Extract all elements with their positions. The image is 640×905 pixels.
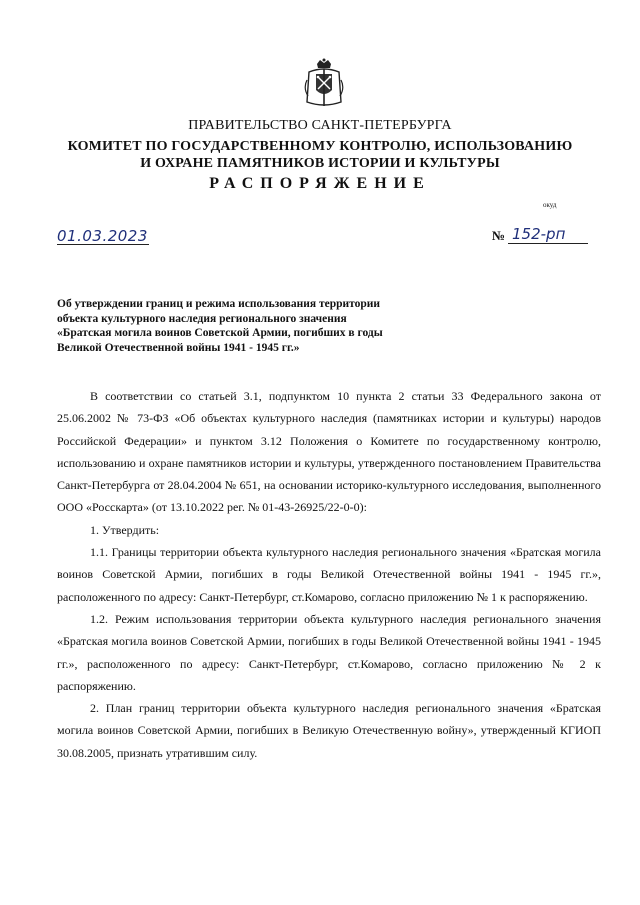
- title-line: Об утверждении границ и режима использования территории: [57, 298, 381, 310]
- number-underline: [508, 243, 588, 244]
- preamble-paragraph: В соответствии со статьей 3.1, подпунктом 10 пункта 2 статьи 33 Федерального закона от 25.06.2002 № 73-ФЗ «Об объектах культурного наследия (памятниках истории и культуры) народов Российской Федерации» и пунктом 3.12 Положения о Комитете по государственному контролю, использованию и охране памятников истории и культуры, утвержденного постановлением Правительства Санкт-Петербурга от 28.04.2004 № 651, на основании историко-культурного исследования, выполненного ООО «Росскарта» (от 13.10.2022 рег. № 01-43-26925/22-0-0):: [57, 389, 601, 515]
- coat-of-arms-icon: [303, 58, 345, 110]
- handwritten-number: 152-рп: [512, 225, 566, 243]
- number-sign: №: [492, 228, 506, 243]
- order-body: [57, 385, 601, 764]
- title-line: «Братская могила воинов Советской Армии, погибших в годы: [57, 327, 383, 339]
- order-title: [57, 297, 437, 355]
- clause-1-1: 1.1. Границы территории объекта культурного наследия регионального значения «Братская могила воинов Советской Армии, погибших в годы Великой Отечественной войны 1941 - 1945 гг.», расположенного по адресу: Санкт-Петербург, ст.Комарово, согласно приложению № 1 к распоряжению.: [57, 545, 601, 604]
- number-field: [492, 225, 588, 244]
- government-name: ПРАВИТЕЛЬСТВО САНКТ-ПЕТЕРБУРГА: [188, 118, 452, 133]
- document-type: РАСПОРЯЖЕНИЕ: [209, 175, 431, 192]
- clause-1-2: 1.2. Режим использования территории объекта культурного наследия регионального значения «Братская могила воинов Советской Армии, погибших в годы Великой Отечественной войны 1941 - 1945 гг.», расположенного по адресу: Санкт-Петербург, ст.Комарово, согласно приложению № 2 к распоряжению.: [57, 611, 601, 693]
- committee-name: [0, 138, 640, 172]
- committee-line-1: КОМИТЕТ ПО ГОСУДАРСТВЕННОМУ КОНТРОЛЮ, ИСПОЛЬЗОВАНИЮ: [67, 139, 573, 154]
- city-label: окуд: [543, 201, 557, 209]
- title-line: Великой Отечественной войны 1941 - 1945 гг.»: [57, 341, 300, 354]
- title-line: объекта культурного наследия регионального значения: [57, 312, 347, 325]
- handwritten-date: 01.03.2023: [57, 227, 148, 245]
- clause-2: 2. План границ территории объекта культурного наследия регионального значения «Братская могила воинов Советской Армии, погибших в Великую Отечественную войну», утвержденный КГИОП 30.08.2005, признать утратившим силу.: [57, 701, 601, 760]
- committee-line-2: И ОХРАНЕ ПАМЯТНИКОВ ИСТОРИИ И КУЛЬТУРЫ: [140, 156, 500, 171]
- date-field: [57, 228, 149, 245]
- clause-1: 1. Утвердить:: [90, 522, 160, 537]
